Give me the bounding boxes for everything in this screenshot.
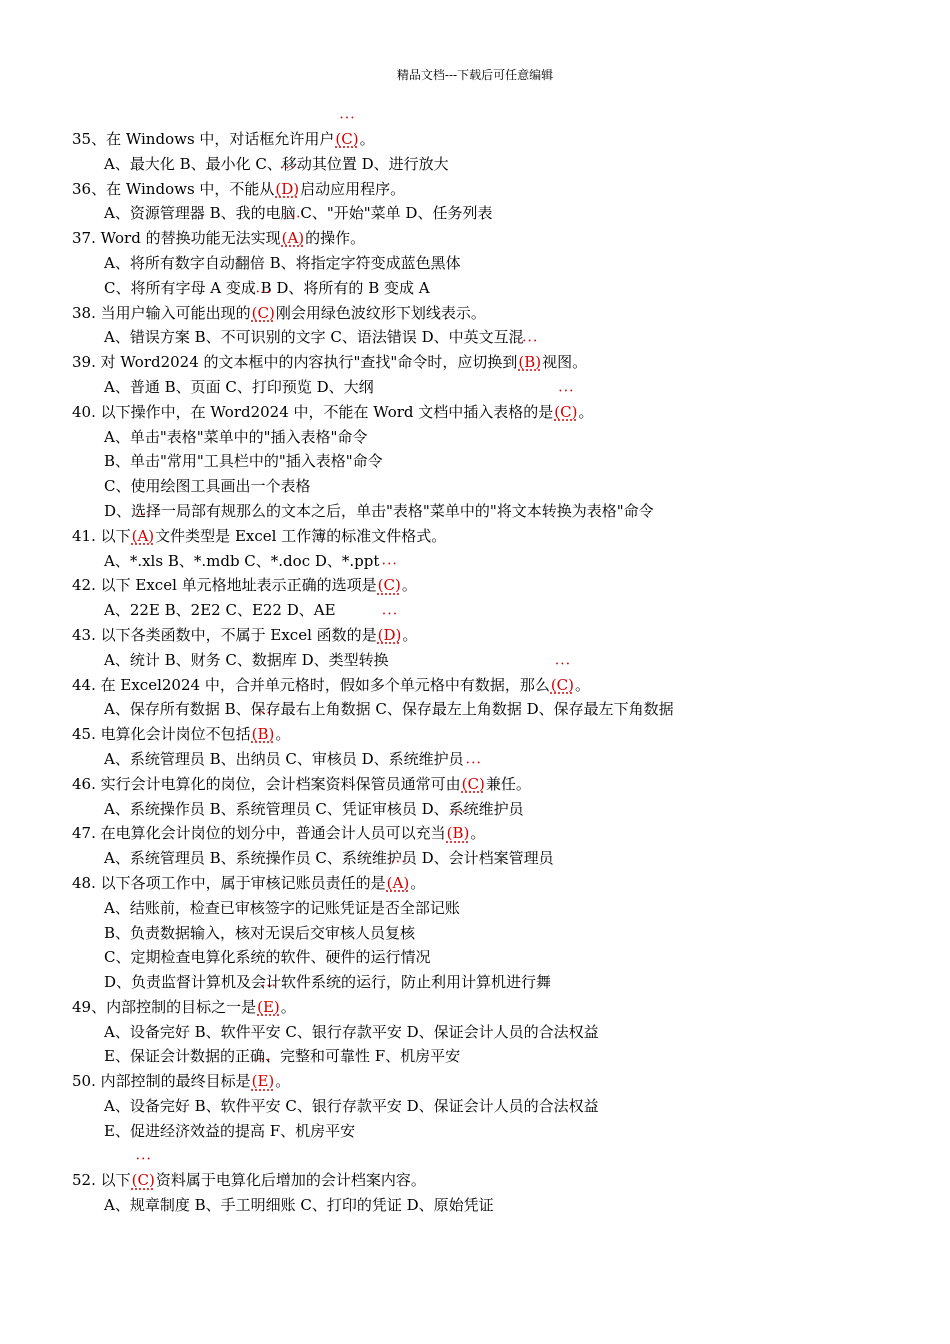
question-text-end: 视图。 — [542, 353, 588, 372]
question-text: 37. Word 的替换功能无法实现 — [72, 229, 281, 248]
question-line — [72, 524, 892, 549]
option-line: A、单击"表格"菜单中的"插入表格"命令 — [104, 427, 368, 446]
question-text: 38. 当用户输入可能出现的 — [72, 303, 251, 322]
question-line — [72, 573, 892, 598]
question-text: 40. 以下操作中，在 Word2024 中，不能在 Word 文档中插入表格的是 — [72, 402, 554, 421]
question-line — [72, 301, 892, 326]
question-block — [72, 995, 892, 1069]
question-line — [72, 772, 892, 797]
option-line: B、单击"常用"工具栏中的"插入表格"命令 — [104, 452, 383, 471]
answer-mark: • • • (C) — [252, 301, 275, 326]
option-line: A、设备完好 B、软件平安 C、银行存款平安 D、保证会计人员的合法权益 — [104, 1097, 599, 1116]
answer-mark: • • • (D) — [275, 177, 299, 202]
option-line: A、保存所有数据 B、保存最右上角数据 C、保存最左上角数据 D、保存最左下角数据 — [104, 700, 674, 719]
option-line: A、系统管理员 B、系统操作员 C、系统维护员 D、会计档案管理员 — [104, 849, 554, 868]
question-text-end: 兼任。 — [485, 774, 531, 793]
question-text: 49、内部控制的目标之一是 — [72, 997, 257, 1016]
question-block — [72, 127, 892, 177]
option-line: A、统计 B、财务 C、数据库 D、类型转换 — [104, 650, 389, 669]
question-text-end: 的操作。 — [305, 229, 366, 248]
option-line: B、负责数据输入，核对无误后交审核人员复核 — [104, 923, 416, 942]
question-block — [72, 673, 892, 723]
answer-mark: • • • (A) — [132, 524, 155, 549]
question-text-end: 。 — [275, 1072, 291, 1091]
option-line: A、*.xls B、*.mdb C、*.doc D、*.ppt — [104, 551, 380, 570]
question-text: 39. 对 Word2024 的文本框中的内容执行"查找"命令时，应切换到 — [72, 353, 518, 372]
question-text-end: 。 — [578, 402, 594, 421]
answer-mark: • • • (B) — [518, 350, 541, 375]
answer-mark: • • • (C) — [335, 127, 358, 152]
question-block — [72, 226, 892, 300]
question-line — [72, 673, 892, 698]
question-text-end: 。 — [359, 130, 375, 148]
option-line: A、将所有数字自动翻倍 B、将指定字符变成蓝色黑体 — [104, 253, 461, 272]
option-line: A、设备完好 B、软件平安 C、银行存款平安 D、保证会计人员的合法权益 — [104, 1022, 599, 1041]
answer-mark: • • • (A) — [282, 226, 305, 251]
answer-mark: • • • (D) — [378, 623, 402, 648]
question-block — [72, 400, 892, 524]
question-text: 44. 在 Excel2024 中，合并单元格时，假如多个单元格中有数据，那么 — [72, 675, 550, 694]
answer-mark: • • • (C) — [551, 673, 574, 698]
question-line — [72, 400, 892, 425]
question-list — [72, 127, 892, 1218]
question-block — [72, 177, 892, 227]
answer-mark: • • • (E) — [252, 1069, 275, 1094]
option-line: A、规章制度 B、手工明细账 C、打印的凭证 D、原始凭证 — [104, 1196, 494, 1215]
answer-mark: • • • (B) — [252, 722, 275, 747]
question-text: 52. 以下 — [72, 1171, 131, 1190]
option-line: C、定期检查电算化系统的软件、硬件的运行情况 — [104, 948, 431, 967]
question-line — [72, 995, 892, 1020]
option-line: C、将所有字母 A 变成 B D、将所有的 B 变成 A — [104, 278, 430, 297]
question-block — [72, 350, 892, 400]
option-line: D、负责监督计算机及会计软件系统的运行，防止利用计算机进行舞 — [104, 973, 552, 992]
question-text-end: 。 — [575, 675, 591, 694]
question-text-end: 文件类型是 Excel 工作簿的标准文件格式。 — [155, 526, 447, 545]
question-line — [72, 623, 892, 648]
question-line — [72, 1168, 892, 1193]
question-block — [72, 524, 892, 574]
option-line: A、结账前，检查已审核签字的记账凭证是否全部记账 — [104, 898, 460, 917]
question-block — [72, 573, 892, 623]
question-text: 43. 以下各类函数中，不属于 Excel 函数的是 — [72, 625, 377, 644]
answer-mark: • • • (C) — [462, 772, 485, 797]
option-line: A、普通 B、页面 C、打印预览 D、大纲 — [104, 377, 374, 396]
option-line: D、选择一局部有规那么的文本之后，单击"表格"菜单中的"将文本转换为表格"命令 — [104, 501, 654, 520]
blank-line — [72, 1144, 892, 1169]
answer-mark: • • • (E) — [257, 995, 280, 1020]
question-text-end: 资料属于电算化后增加的会计档案内容。 — [155, 1171, 426, 1190]
question-text: 47. 在电算化会计岗位的划分中，普通会计人员可以充当 — [72, 824, 446, 843]
question-block — [72, 623, 892, 673]
page-header: 精品文档---下载后可任意编辑 — [396, 68, 554, 82]
question-block — [72, 1069, 892, 1143]
option-line: A、系统操作员 B、系统管理员 C、凭证审核员 D、系统维护员 — [104, 799, 524, 818]
question-block — [72, 722, 892, 772]
question-text: 50. 内部控制的最终目标是 — [72, 1072, 251, 1091]
option-line: C、使用绘图工具画出一个表格 — [104, 477, 311, 496]
option-line: E、保证会计数据的正确、完整和可靠性 F、机房平安 — [104, 1047, 461, 1066]
question-text-end: 。 — [470, 824, 486, 843]
question-text-end: 。 — [280, 997, 296, 1016]
question-block — [72, 772, 892, 822]
question-text: 35、在 Windows 中，对话框允许用户 — [72, 130, 335, 148]
question-text: 46. 实行会计电算化的岗位，会计档案资料保管员通常可由 — [72, 774, 461, 793]
question-text-end: 。 — [401, 576, 417, 595]
question-text: 36、在 Windows 中，不能从 — [72, 179, 275, 198]
question-text: 45. 电算化会计岗位不包括 — [72, 725, 251, 744]
question-text-end: 。 — [402, 625, 418, 644]
question-line — [72, 226, 892, 251]
question-block — [72, 821, 892, 871]
question-line — [72, 177, 892, 202]
option-line: A、22E B、2E2 C、E22 D、AE — [104, 601, 336, 620]
question-text-end: 刚会用绿色波纹形下划线表示。 — [275, 303, 486, 322]
question-text-end: 。 — [410, 873, 426, 892]
option-line: E、促进经济效益的提高 F、机房平安 — [104, 1121, 356, 1140]
answer-mark: • • • (B) — [447, 821, 470, 846]
option-line: A、资源管理器 B、我的电脑 C、"开始"菜单 D、任务列表 — [104, 204, 493, 223]
question-line — [72, 821, 892, 846]
question-text: 48. 以下各项工作中，属于审核记账员责任的是 — [72, 873, 386, 892]
question-block — [72, 1168, 892, 1218]
answer-mark: • • • (C) — [378, 573, 401, 598]
question-line — [72, 350, 892, 375]
question-text-end: 启动应用程序。 — [300, 179, 406, 198]
question-text: 42. 以下 Excel 单元格地址表示正确的选项是 — [72, 576, 377, 595]
question-line — [72, 871, 892, 896]
question-line — [72, 1069, 892, 1094]
question-block — [72, 301, 892, 351]
option-line: A、错误方案 B、不可识别的文字 C、语法错误 D、中英文互混 — [104, 328, 524, 347]
option-line: A、最大化 B、最小化 C、移动其位置 D、进行放大 — [104, 154, 449, 173]
question-line — [72, 127, 892, 152]
answer-mark: • • • (A) — [387, 871, 410, 896]
answer-mark: • • • (C) — [554, 400, 577, 425]
question-block — [72, 871, 892, 995]
option-line: A、系统管理员 B、出纳员 C、审核员 D、系统维护员 — [104, 749, 464, 768]
question-text: 41. 以下 — [72, 526, 131, 545]
question-text-end: 。 — [275, 725, 291, 744]
answer-mark: • • • (C) — [132, 1168, 155, 1193]
question-line — [72, 722, 892, 747]
